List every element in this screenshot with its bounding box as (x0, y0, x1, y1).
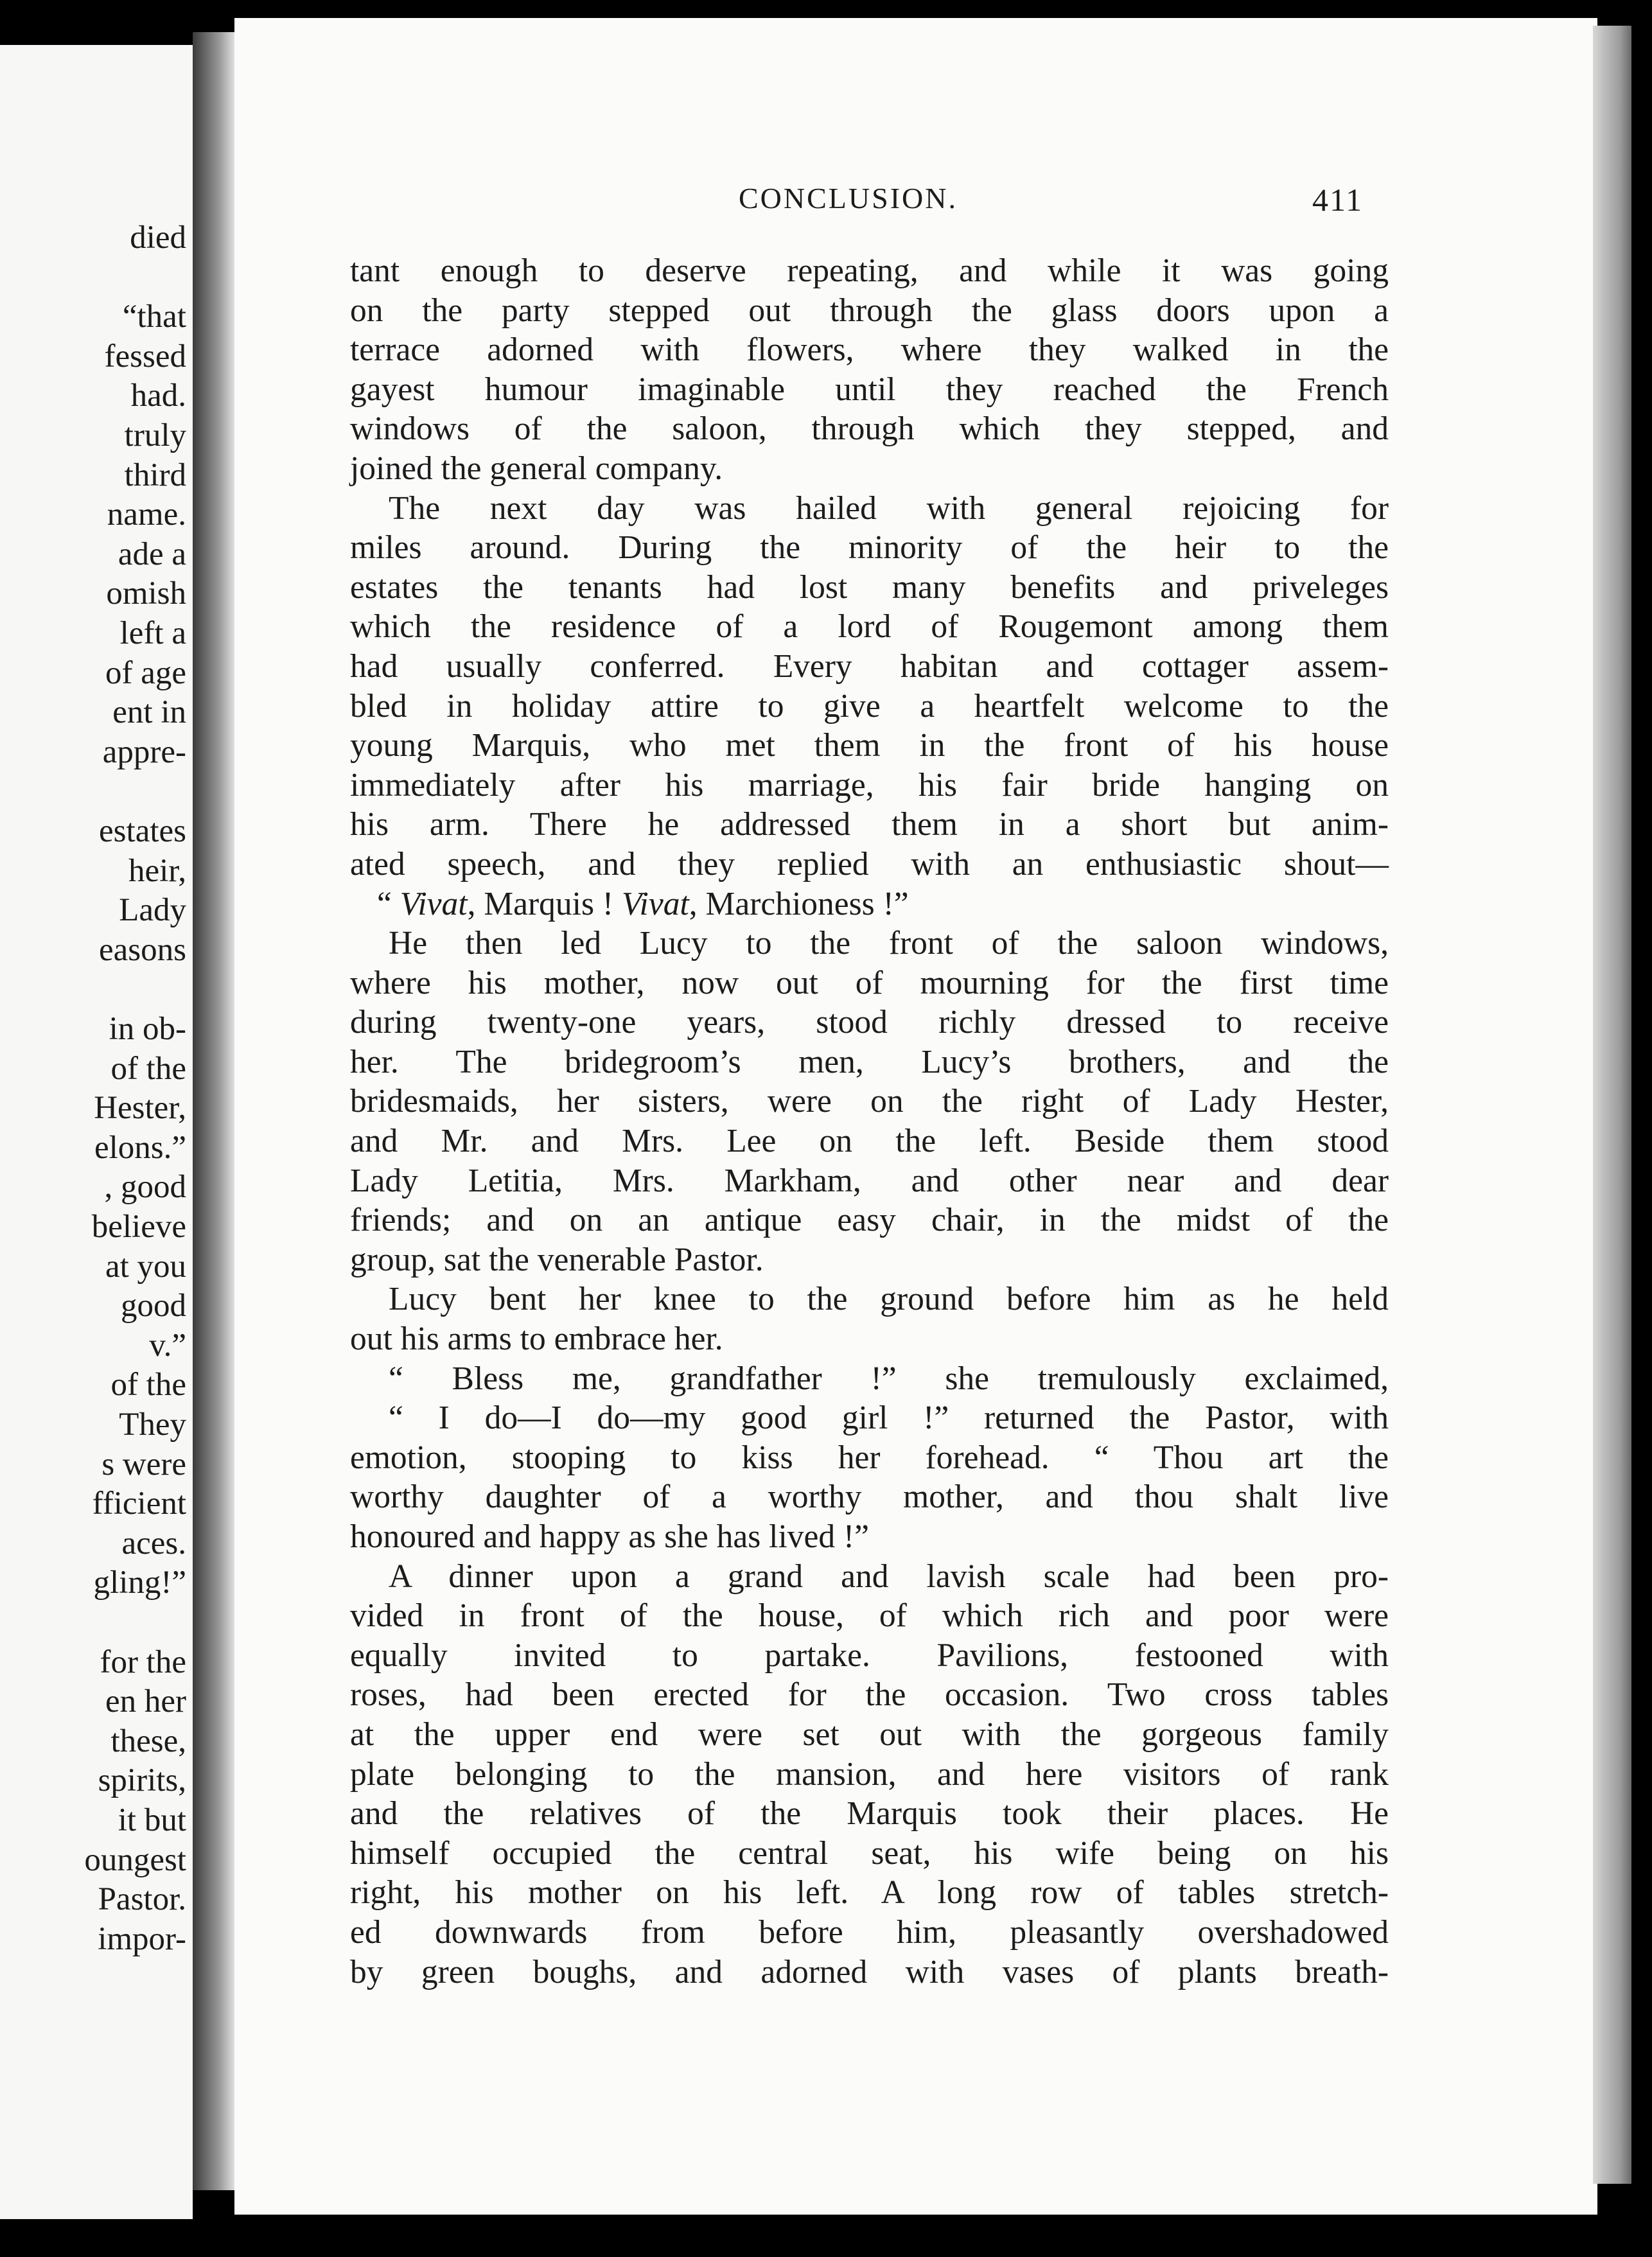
left-page-fragment: estates (99, 813, 186, 849)
text-line: equally invited to partake. Pavilions, festooned with (350, 1637, 1389, 1674)
left-page-fragment: , good (104, 1169, 186, 1206)
left-page-fragment: truly (124, 417, 186, 453)
text-line: himself occupied the central seat, his wife being on his (350, 1834, 1389, 1872)
left-page-fragment: fficient (92, 1486, 186, 1522)
left-page-fragment: spirits, (98, 1762, 186, 1799)
left-page-fragment: v.” (149, 1327, 186, 1364)
left-page-fragment: omish (106, 575, 186, 612)
text-line: had usually conferred. Every habitan and cottager assem- (350, 647, 1389, 685)
text-line: emotion, stooping to kiss her forehead. “ Thou art the (350, 1439, 1389, 1476)
text-line: miles around. During the minority of the heir to the (350, 529, 1389, 566)
left-page-fragment: impor- (98, 1920, 186, 1957)
text-line: plate belonging to the mansion, and here visitors of rank (350, 1755, 1389, 1793)
text-line: and Mr. and Mrs. Lee on the left. Beside them stood (350, 1123, 1389, 1160)
left-page-fragment: good (121, 1288, 186, 1324)
text-line: and the relatives of the Marquis took their places. He (350, 1795, 1389, 1832)
text-line: ated speech, and they replied with an enthusiastic shout— (350, 845, 1389, 883)
left-page-fragment: these, (110, 1723, 186, 1759)
text-line: A dinner upon a grand and lavish scale had been pro- (389, 1558, 1389, 1595)
text-line: gayest humour imaginable until they reached the French (350, 371, 1389, 408)
text-line: ed downwards from before him, pleasantly overshadowed (350, 1913, 1389, 1951)
text-line: by green boughs, and adorned with vases of plants breath- (350, 1953, 1389, 1990)
left-page-fragment: of the (110, 1367, 186, 1403)
left-page-fragment: in ob- (109, 1011, 186, 1047)
left-page-fragment: ent in (112, 694, 186, 731)
text-line: vided in front of the house, of which rich and poor were (350, 1597, 1389, 1635)
left-page-fragment: “that (122, 299, 186, 335)
left-page-fragment: had. (130, 378, 186, 414)
text-line: roses, had been erected for the occasion. Two cross tables (350, 1676, 1389, 1714)
left-page-fragment: appre- (102, 733, 186, 770)
text-line: friends; and on an antique easy chair, in the midst of the (350, 1202, 1389, 1239)
left-page-fragment: easons (99, 931, 186, 968)
text-line: honoured and happy as she has lived !” (350, 1518, 870, 1555)
text-line: The next day was hailed with general rejoicing for (389, 489, 1389, 527)
text-line: “ I do—I do—my good girl !” returned the Pastor, with (389, 1400, 1389, 1437)
text-line: estates the tenants had lost many benefits and priveleges (350, 568, 1389, 606)
text-line: windows of the saloon, through which they stepped, and (350, 410, 1389, 448)
left-page-fragment: s were (101, 1446, 186, 1482)
text-line: “ Vivat, Marquis ! Vivat, Marchioness !” (377, 885, 909, 922)
running-head: CONCLUSION. (739, 182, 958, 215)
page-number: 411 (1312, 182, 1364, 218)
left-page-fragment: elons.” (94, 1129, 186, 1166)
text-line: Lucy bent her knee to the ground before him as he held (389, 1281, 1389, 1318)
left-page-fragment: Lady (119, 892, 186, 929)
left-page-fragment: left a (119, 615, 186, 651)
left-page-fragment: for the (100, 1644, 186, 1680)
left-page-fragment: of age (105, 654, 186, 691)
left-page-fragment: it but (118, 1802, 186, 1838)
left-page-fragment: oungest (84, 1841, 186, 1878)
left-page-fragment: of the (110, 1050, 186, 1087)
text-line: during twenty-one years, stood richly dressed to receive (350, 1004, 1389, 1041)
text-line: which the residence of a lord of Rougemont among them (350, 608, 1389, 645)
text-line: bridesmaids, her sisters, were on the right of Lady Hester, (350, 1083, 1389, 1120)
page-edge (1593, 26, 1631, 2184)
text-line: Lady Letitia, Mrs. Markham, and other near and dear (350, 1162, 1389, 1199)
text-line: tant enough to deserve repeating, and while it was going (350, 252, 1389, 289)
left-page-fragment: at you (105, 1248, 186, 1285)
text-line: on the party stepped out through the glass doors upon a (350, 292, 1389, 329)
text-line: worthy daughter of a worthy mother, and thou shalt live (350, 1479, 1389, 1516)
left-page-fragment: aces. (121, 1525, 186, 1561)
left-page-fragment: died (130, 220, 186, 256)
text-line: group, sat the venerable Pastor. (350, 1241, 764, 1278)
book-gutter (193, 32, 238, 2190)
left-page-fragment: third (124, 457, 186, 493)
text-line: where his mother, now out of mourning for the first time (350, 964, 1389, 1001)
text-line: He then led Lucy to the front of the saloon windows, (389, 925, 1389, 962)
body-text (350, 251, 1389, 1992)
text-line: bled in holiday attire to give a heartfelt welcome to the (350, 687, 1389, 725)
left-page-fragment: They (119, 1407, 186, 1443)
text-line: out his arms to embrace her. (350, 1321, 723, 1358)
left-page-fragment: heir, (128, 852, 186, 889)
text-line: young Marquis, who met them in the front of his house (350, 727, 1389, 764)
left-page-fragment: Pastor. (98, 1881, 186, 1918)
left-page-fragment: fessed (104, 338, 186, 374)
text-line: right, his mother on his left. A long row of tables stretch- (350, 1874, 1389, 1911)
text-line: “ Bless me, grandfather !” she tremulously exclaimed, (389, 1360, 1389, 1397)
text-line: immediately after his marriage, his fair bride hanging on (350, 766, 1389, 804)
left-page-fragment: ade a (118, 536, 186, 572)
text-line: at the upper end were set out with the gorgeous family (350, 1716, 1389, 1753)
text-line: her. The bridegroom’s men, Lucy’s brothers, and the (350, 1043, 1389, 1080)
text-line: terrace adorned with flowers, where they walked in the (350, 331, 1389, 369)
previous-page (0, 45, 193, 2219)
left-page-fragment: en her (105, 1683, 186, 1720)
text-line: joined the general company. (350, 450, 723, 487)
left-page-fragment: believe (91, 1209, 186, 1245)
text-line: his arm. There he addressed them in a short but anim- (350, 806, 1389, 843)
left-page-fragment: Hester, (94, 1090, 186, 1127)
left-page-fragment: name. (107, 496, 186, 533)
left-page-fragment: gling!” (93, 1565, 186, 1601)
